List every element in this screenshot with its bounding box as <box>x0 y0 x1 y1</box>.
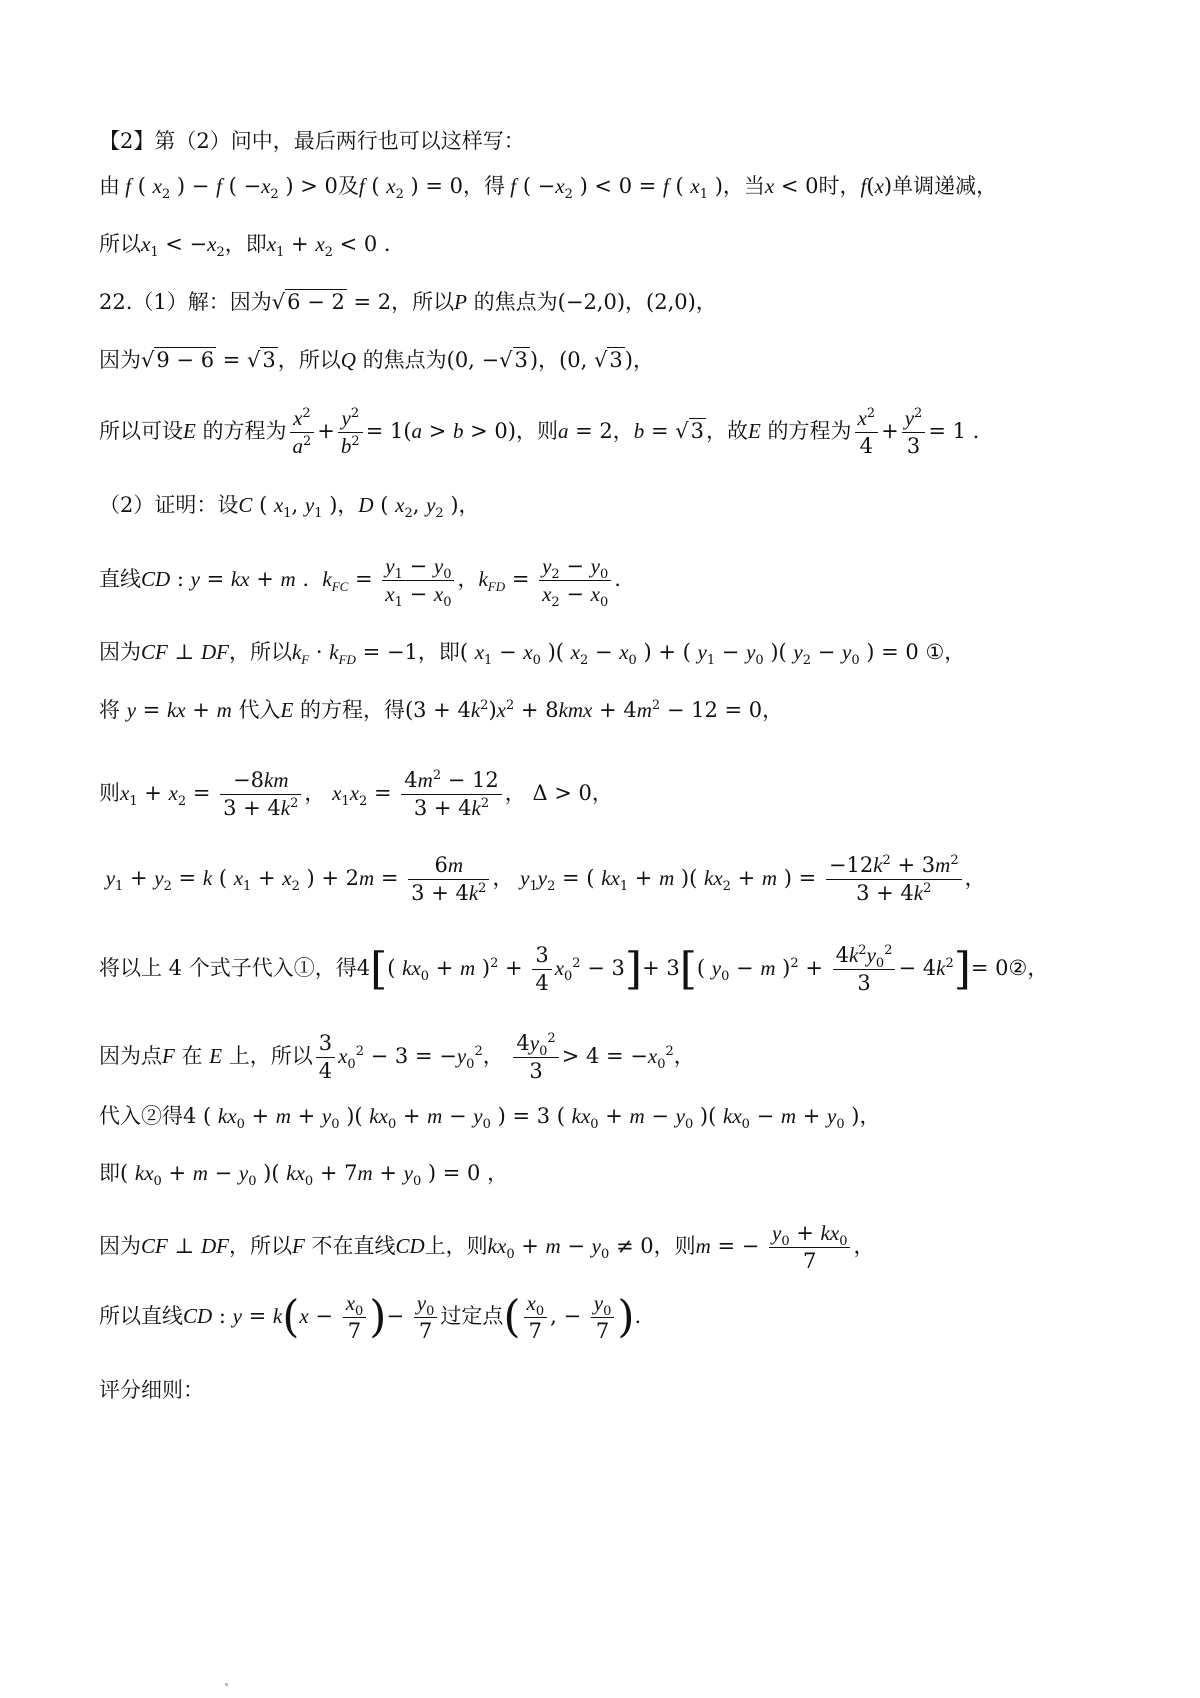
q22-vieta-x: 则$x_1 + x_2$ = $\frac{-8km}{3 + 4k^2}$ ， $x_1x_2$ = $\frac{4m^2 - 12}{3 + 4k^2}$ ， Δ > 0， <box>99 768 613 820</box>
q22-not-on-line: 因为CF ⊥ DF，所以F 不在直线CD上，则$kx_0 + m - y_0 \ne 0$，则m = − $\frac{y_0 + kx_0}{7}$ ， <box>99 1221 875 1273</box>
footer-mark <box>225 1683 228 1686</box>
q22-part1-line2: 因为√9 − 6 = √3，所以Q 的焦点为(0, −√3)，(0, √3)， <box>99 348 654 372</box>
note-line-2: 所以$x_1 < -x_2$，即$x_1 + x_2 < 0$ . <box>99 232 391 261</box>
q22-substitute-2: 代入②得4 ( $kx_0 + m + y_0$ )( $kx_0 + m - y_0$ ) = 3 ( $kx_0 + m - y_0$ )( $kx_0 - m + y_0$ )， <box>99 1104 881 1133</box>
q22-part1-line3: 所以可设E 的方程为 $\frac{x^2}{a^2}$ + $\frac{y^2}{b^2}$ = 1(a > b > 0)，则a = 2，b = √3，故E 的方程为 $\frac{x^2}{4}$ + $\frac{y^2}{3}$ = 1 . <box>99 406 980 458</box>
q22-perpendicular: 因为CF ⊥ DF，所以$k_F \cdot k_{FD} = -1$，即( $x_1 - x_0$ )( $x_2 - x_0$ ) + ( $y_1 - y_0$ )( $y_2 - y_0$ ) = 0 ①， <box>99 640 966 669</box>
q22-point-f: 因为点F 在 E 上，所以 $\frac{3}{4}$ $x_0^2 - 3 = -y_0^2$， $\frac{4y_0^2}{3}$ > $4 = -x_0^2$， <box>99 1031 695 1083</box>
rubric-heading: 评分细则： <box>99 1378 204 1402</box>
note-heading: 【2】第（2）问中，最后两行也可以这样写： <box>99 129 525 153</box>
q22-factored: 即( $kx_0 + m - y_0$ )( $kx_0 + 7m + y_0$ ) = 0 ， <box>99 1161 509 1190</box>
q22-part1-line1: 22.（1）解：因为√6 − 2 = 2，所以P 的焦点为(−2,0)，(2,0)， <box>99 290 717 314</box>
q22-substitute: 将 y = kx + m 代入E 的方程，得$(3 + 4k^2)x^2 + 8kmx + 4m^2 - 12 = 0$， <box>99 698 784 722</box>
q22-combined: 将以上 4 个式子代入①，得4[( $kx_0 + m$ )$^2$ + $\frac{3}{4}$ $x_0^2 - 3]+ 3$[( $y_0 - m$ )$^2$ + $\frac{4k^2y_0^2}{3}$ − $4k^2]=$ 0②， <box>99 943 1049 995</box>
note-line-1: 由 f ( $x_2$ ) − f ( $-x_2$ ) > 0及f ( $x_2$ ) = 0，得 f ( $-x_2$ ) < 0 = f ( $x_1$ )，当x < 0时，f(x)单调递减， <box>99 174 998 203</box>
q22-part2-setup: （2）证明：设C ( $x_1$, $y_1$ )，D ( $x_2$, $y_2$ )， <box>99 493 480 522</box>
q22-vieta-y: $y_1 + y_2 = k$ ( $x_1 + x_2$ ) + 2m = $\frac{6m}{3 + 4k^2}$ ， $y_1y_2$ = ( $kx_1 + m$ )( $kx_2 + m$ ) = $\frac{-12k^2 + 3m^2}{3 + 4k^2}$ ， <box>105 853 986 905</box>
q22-line-cd: 直线CD : y = kx + m . $k_{FC}$ = $\frac{y_1 - y_0}{x_1 - x_0}$ ，$k_{FD}$ = $\frac{y_2 - y_0}{x_2 - x_0}$ . <box>99 554 621 611</box>
q22-fixed-point: 所以直线CD : y = k(x − $\frac{x_0}{7}$ )− $\frac{y_0}{7}$ 过定点( $\frac{x_0}{7}$ , − $\frac{y_0}{7}$ ). <box>99 1291 642 1343</box>
